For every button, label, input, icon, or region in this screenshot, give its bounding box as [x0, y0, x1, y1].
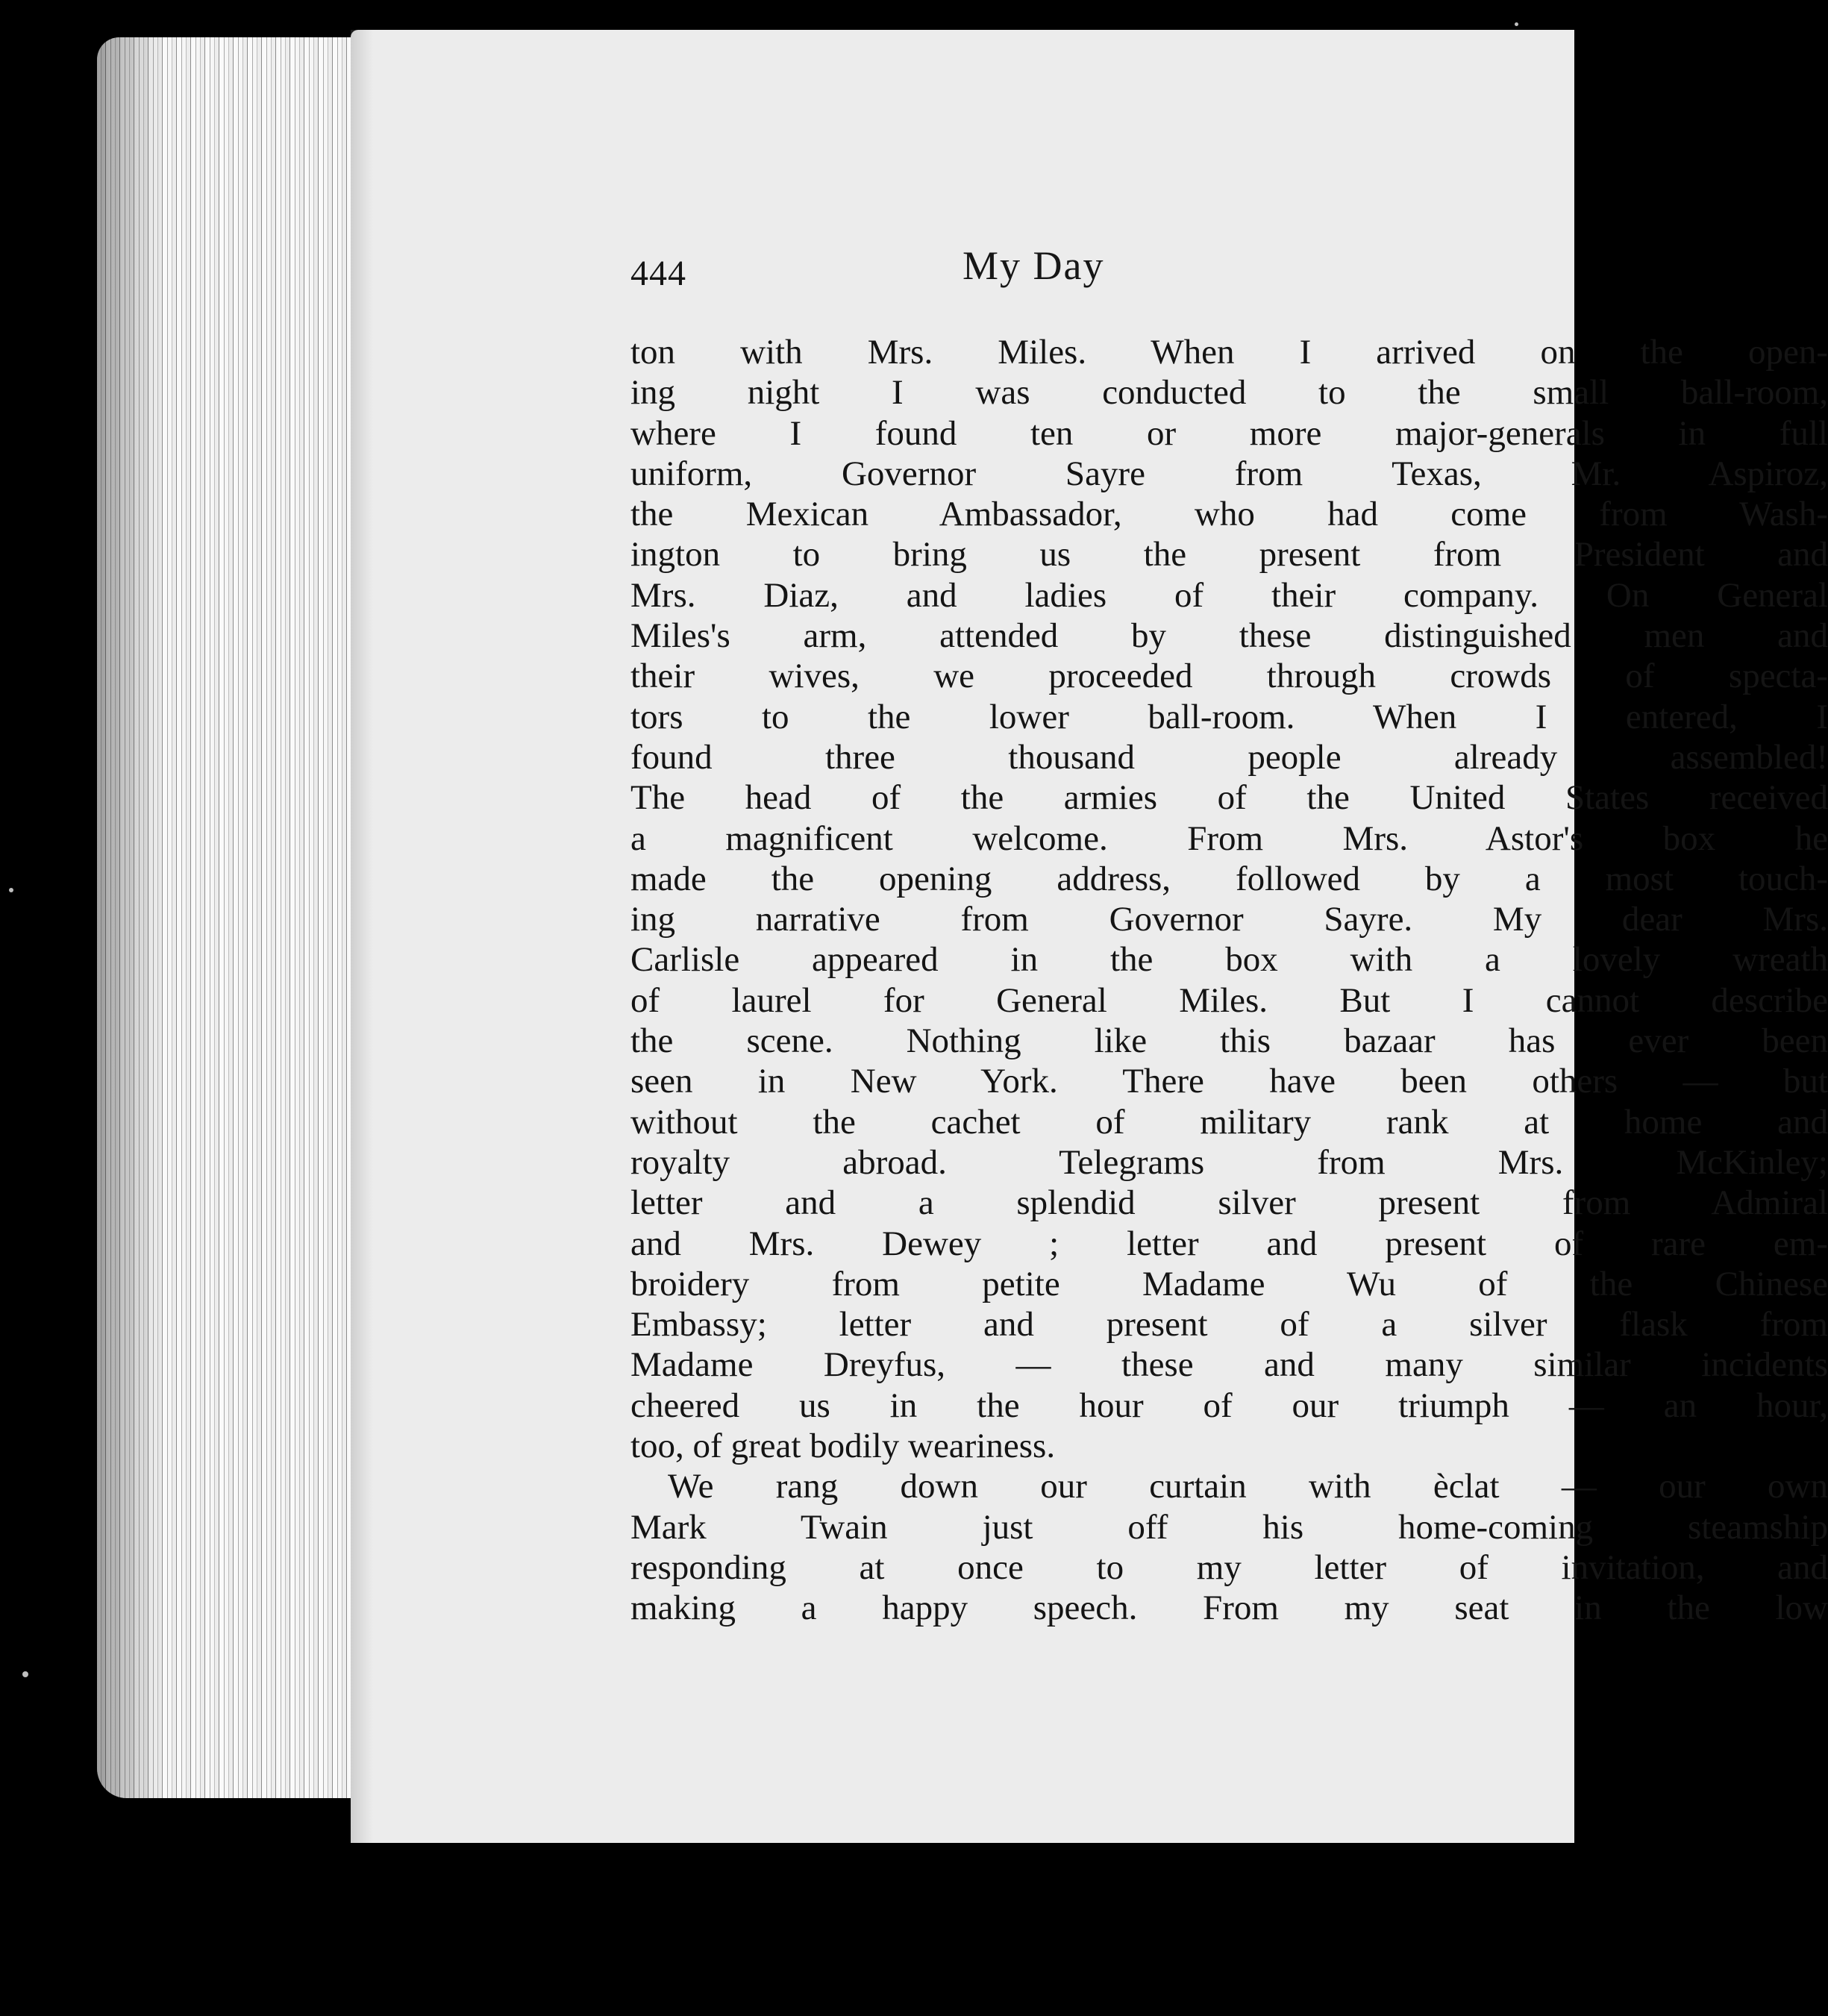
text-line: their wives, we proceeded through crowds of specta-	[630, 657, 1828, 696]
scan-speck	[9, 888, 13, 892]
text-line: broidery from petite Madame Wu of the Chinese	[630, 1264, 1828, 1303]
page-number: 444	[630, 254, 686, 293]
text-line: Miles's arm, attended by these distinguished men and	[630, 616, 1828, 656]
text-line: ing narrative from Governor Sayre. My dear Mrs.	[630, 900, 1828, 939]
text-line: a magnificent welcome. From Mrs. Astor's box he	[630, 818, 1828, 858]
text-line: Mrs. Diaz, and ladies of their company. On General	[630, 575, 1828, 615]
page-sheet	[351, 30, 1828, 1843]
text-line: the Mexican Ambassador, who had come from Wash-	[630, 495, 1828, 534]
scan-speck	[1515, 22, 1518, 26]
text-line: cheered us in the hour of our triumph — an hour,	[630, 1386, 1828, 1425]
text-line: making a happy speech. From my seat in the low	[630, 1588, 1828, 1628]
scan-speck	[22, 1671, 28, 1677]
page-header	[630, 242, 1828, 302]
text-line: Madame Dreyfus, — these and many similar incidents	[630, 1345, 1828, 1385]
text-line: found three thousand people already assembled!	[630, 737, 1828, 777]
text-line: Mark Twain just off his home-coming steamship	[630, 1507, 1828, 1547]
text-line: responding at once to my letter of invitation, and	[630, 1547, 1828, 1587]
text-line: Carlisle appeared in the box with a lovely wreath	[630, 940, 1828, 980]
text-line: of laurel for General Miles. But I cannot describe	[630, 980, 1828, 1020]
text-line: the scene. Nothing like this bazaar has ever been	[630, 1021, 1828, 1061]
text-line: tors to the lower ball-room. When I entered, I	[630, 697, 1828, 736]
text-line: seen in New York. There have been others — but	[630, 1062, 1828, 1101]
text-line: royalty abroad. Telegrams from Mrs. McKinley;	[630, 1142, 1828, 1182]
book-page-edges	[97, 37, 366, 1798]
text-line: We rang down our curtain with èclat — our own	[668, 1467, 1828, 1506]
text-line: uniform, Governor Sayre from Texas, Mr. Aspiroz,	[630, 454, 1828, 493]
text-line: ing night I was conducted to the small ball-room,	[630, 373, 1828, 413]
text-line: made the opening address, followed by a most touch-	[630, 859, 1828, 898]
text-line: without the cachet of military rank at home and	[630, 1102, 1828, 1142]
text-line: too, of great bodily weariness.	[630, 1427, 1056, 1466]
text-line: and Mrs. Dewey ; letter and present of rare em-	[630, 1224, 1828, 1263]
text-line: letter and a splendid silver present from Admiral	[630, 1183, 1828, 1223]
text-line: ington to bring us the present from President and	[630, 535, 1828, 575]
text-line: Embassy; letter and present of a silver flask from	[630, 1305, 1828, 1344]
text-line: ton with Mrs. Miles. When I arrived on the open-	[630, 333, 1828, 372]
text-line: where I found ten or more major-generals in full	[630, 413, 1828, 453]
body-text	[630, 332, 1828, 1629]
text-line: The head of the armies of the United States received	[630, 778, 1828, 818]
running-title: My Day	[962, 243, 1105, 288]
